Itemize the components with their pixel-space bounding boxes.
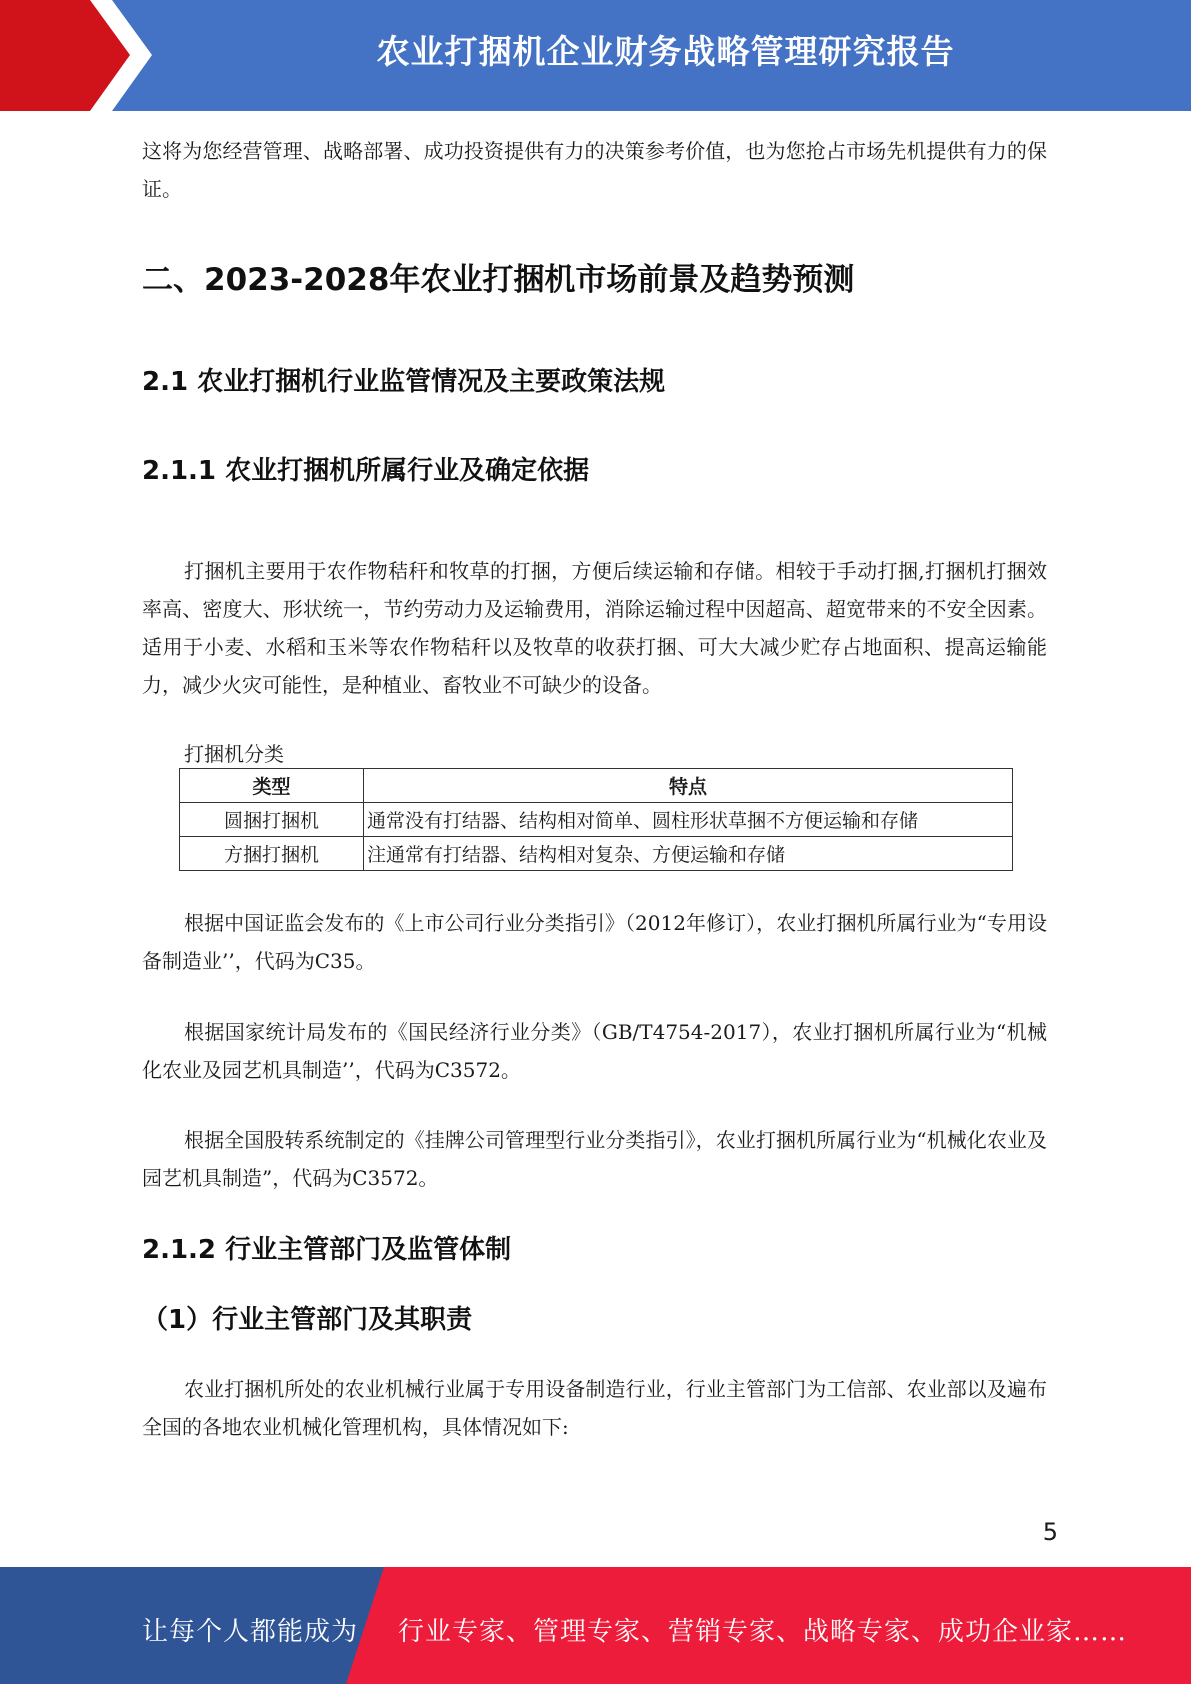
subsection-1-heading: （1）行业主管部门及其职责 [142,1305,473,1335]
table-cell-type: 圆捆打捆机 [180,803,364,837]
table-cell-feature: 注通常有打结器、结构相对复杂、方便运输和存储 [364,837,1013,871]
table-cell-type: 方捆打捆机 [180,837,364,871]
baler-classification-table [179,768,1013,871]
basis-paragraph-neeq: 根据全国股转系统制定的《挂牌公司管理型行业分类指引》，农业打捆机所属行业为“机械化农业及园艺机具制造”，代码为C3572。 [142,1128,1047,1190]
section-2-1-2-heading: 2.1.2 行业主管部门及监管体制 [142,1235,512,1265]
table-row [180,803,1013,837]
intro-paragraph: 这将为您经营管理、战略部署、成功投资提供有力的决策参考价值，也为您抢占市场先机提供有力的保证。 [142,139,1047,201]
footer-slogan-left: 让每个人都能成为 [142,1617,359,1647]
table-header-type: 类型 [180,769,364,803]
header-title: 农业打捆机企业财务战略管理研究报告 [376,32,955,71]
page-number: 5 [1042,1518,1058,1546]
page-footer [0,1567,1191,1684]
footer-slogan-right: 行业专家、管理专家、营销专家、战略专家、成功企业家…… [398,1617,1128,1647]
table-header-feature: 特点 [364,769,1013,803]
basis-paragraph-nbs: 根据国家统计局发布的《国民经济行业分类》（GB/T4754-2017），农业打捆机所属行业为“机械化农业及园艺机具制造’’，代码为C3572。 [142,1020,1047,1082]
table-row [180,837,1013,871]
section-2-heading: 二、2023-2028年农业打捆机市场前景及趋势预测 [142,262,855,298]
baler-description-paragraph: 打捆机主要用于农作物秸秆和牧草的打捆，方便后续运输和存储。相较于手动打捆,打捆机打捆效率高、密度大、形状统一，节约劳动力及运输费用，消除运输过程中因超高、超宽带来的不安全因素。适用于小麦、水稻和玉米等农作物秸秆以及牧草的收获打捆、可大大减少贮存占地面积、提高运输能力，减少火灾可能性，是种植业、畜牧业不可缺少的设备。 [142,559,1047,697]
page-header [0,0,1191,111]
table-caption: 打捆机分类 [184,742,284,766]
section-2-1-1-heading: 2.1.1 农业打捆机所属行业及确定依据 [142,456,590,486]
table-header-row [180,769,1013,803]
basis-paragraph-csrc: 根据中国证监会发布的《上市公司行业分类指引》（2012年修订），农业打捆机所属行业为“专用设备制造业’’，代码为C35。 [142,911,1047,973]
table-cell-feature: 通常没有打结器、结构相对简单、圆柱形状草捆不方便运输和存储 [364,803,1013,837]
section-2-1-heading: 2.1 农业打捆机行业监管情况及主要政策法规 [142,367,666,397]
regulator-paragraph: 农业打捆机所处的农业机械行业属于专用设备制造行业，行业主管部门为工信部、农业部以及遍布全国的各地农业机械化管理机构，具体情况如下: [142,1377,1047,1439]
